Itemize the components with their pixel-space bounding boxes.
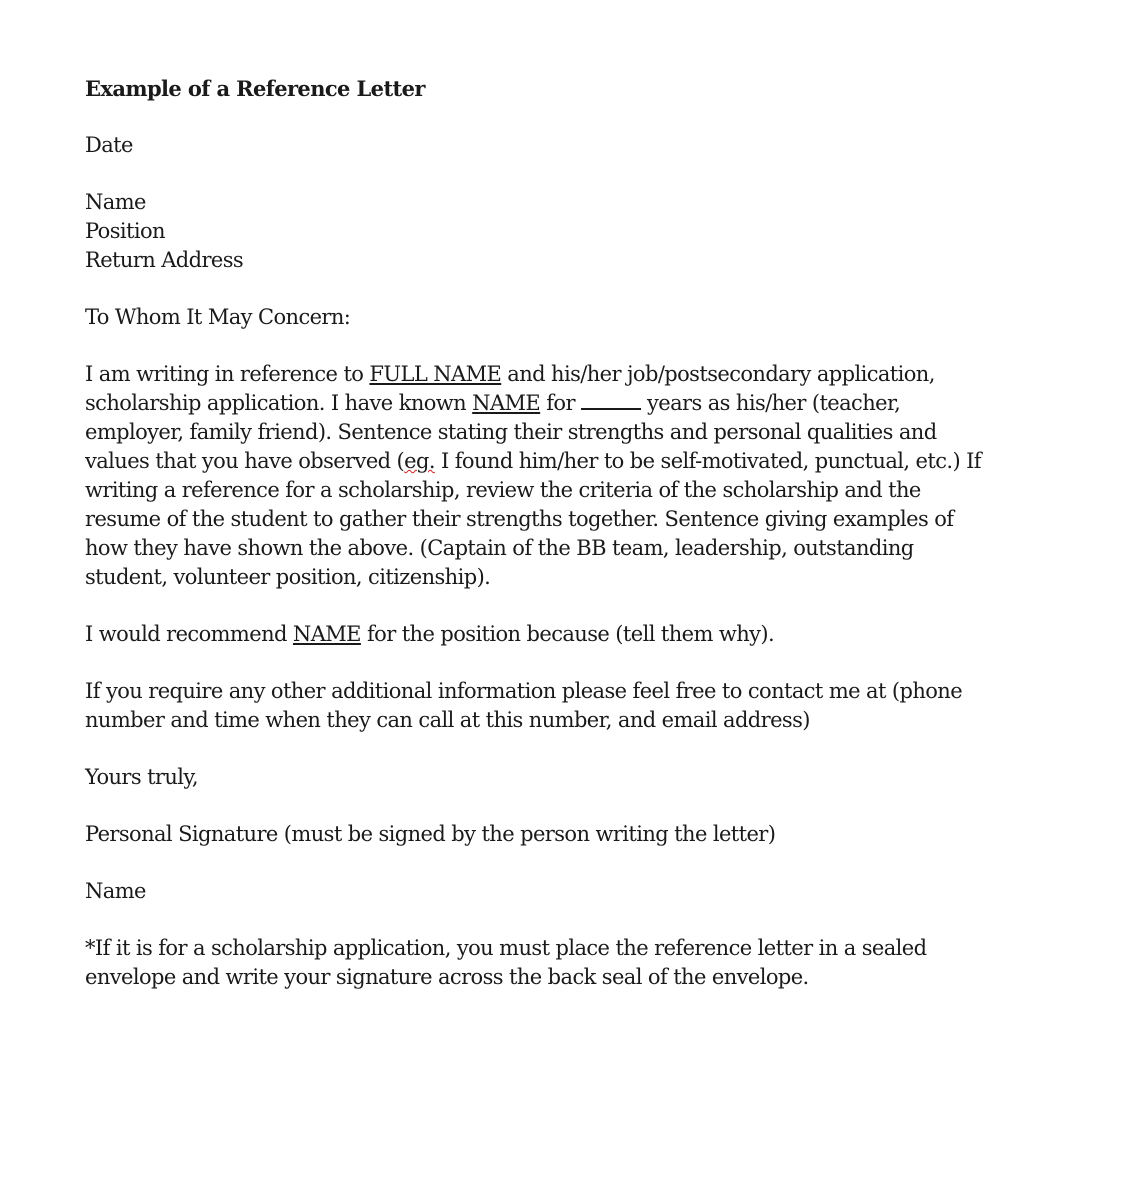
paragraph-reference: [85, 360, 1085, 592]
footnote-line1: *If it is for a scholarship application, you must place the reference letter in a sealed: [85, 936, 927, 960]
years-blank: [581, 392, 641, 410]
paragraph1-line1: [85, 360, 1085, 389]
spellcheck-word: eg.: [404, 449, 435, 473]
closing-block: [85, 763, 1085, 792]
letter-title: Example of a Reference Letter: [85, 76, 425, 101]
paragraph3-line2: number and time when they can call at this number, and email address): [85, 708, 810, 732]
paragraph2-line: [85, 620, 1085, 649]
paragraph3-line1: If you require any other additional information please feel free to contact me at (phone: [85, 679, 963, 703]
text-segment: scholarship application. I have known: [85, 391, 473, 415]
closing-name-block: [85, 877, 1085, 906]
letter-title-block: [85, 74, 1085, 103]
paragraph-contact: [85, 677, 1085, 735]
text-segment: I am writing in reference to: [85, 362, 370, 386]
closing-name: Name: [85, 879, 146, 903]
text-segment: I found him/her to be self-motivated, punctual, etc.) If: [434, 449, 981, 473]
signature-block: [85, 820, 1085, 849]
paragraph1-line2: [85, 389, 1085, 418]
paragraph1-line6: resume of the student to gather their strengths together. Sentence giving examples of: [85, 507, 954, 531]
paragraph1-line4: [85, 447, 1085, 476]
paragraph1-line3: employer, family friend). Sentence stating their strengths and personal qualities and: [85, 420, 937, 444]
sender-name: Name: [85, 190, 146, 214]
signature-line: Personal Signature (must be signed by the person writing the letter): [85, 822, 776, 846]
text-segment: years as his/her (teacher,: [640, 391, 901, 415]
date-label: Date: [85, 133, 133, 157]
name-placeholder: NAME: [472, 391, 541, 415]
sender-block: [85, 188, 1085, 275]
paragraph1-line8: student, volunteer position, citizenship).: [85, 565, 491, 589]
text-segment: values that you have observed (: [85, 449, 405, 473]
paragraph-recommend: [85, 620, 1085, 649]
text-segment: I would recommend: [85, 622, 293, 646]
full-name-placeholder: FULL NAME: [369, 362, 502, 386]
text-segment: for the position because (tell them why).: [360, 622, 775, 646]
footnote-block: [85, 934, 1085, 992]
salutation: To Whom It May Concern:: [85, 305, 351, 329]
salutation-block: [85, 303, 1085, 332]
name-placeholder: NAME: [292, 622, 361, 646]
paragraph1-line5: writing a reference for a scholarship, review the criteria of the scholarship and the: [85, 478, 921, 502]
closing: Yours truly,: [85, 765, 198, 789]
sender-position: Position: [85, 219, 165, 243]
text-segment: for: [540, 391, 581, 415]
reference-letter: [85, 74, 1085, 1020]
text-segment: and his/her job/postsecondary application,: [501, 362, 935, 386]
footnote-line2: envelope and write your signature across the back seal of the envelope.: [85, 965, 809, 989]
date-block: [85, 131, 1085, 160]
paragraph1-line7: how they have shown the above. (Captain of the BB team, leadership, outstanding: [85, 536, 914, 560]
sender-address: Return Address: [85, 248, 244, 272]
